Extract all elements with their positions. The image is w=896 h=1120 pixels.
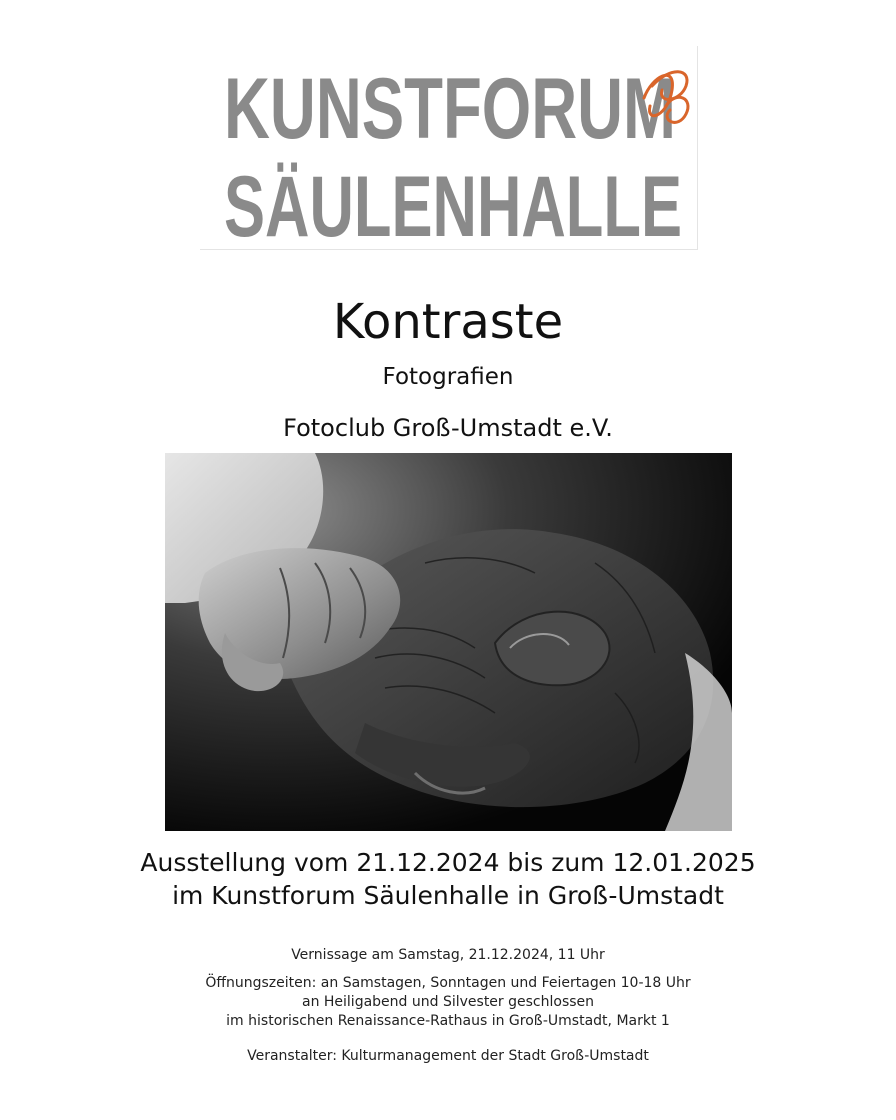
- page-title: Kontraste: [332, 294, 564, 350]
- exhibition-dates: [0, 846, 896, 912]
- logo-line-saeulenhalle: SÄULENHALLE: [224, 159, 682, 255]
- opening-hours: [0, 974, 896, 1031]
- exhibition-line-2: im Kunstforum Säulenhalle in Groß-Umstadt: [172, 881, 724, 910]
- opening-hours-line-1: Öffnungszeiten: an Samstagen, Sonntagen und Feiertagen 10-18 Uhr: [205, 975, 691, 991]
- hands-photo: [165, 453, 732, 831]
- opening-hours-line-2: an Heiligabend und Silvester geschlossen: [301, 994, 595, 1010]
- exhibition-line-1: Ausstellung vom 21.12.2024 bis zum 12.01.2025: [140, 848, 756, 877]
- logo-line-kunstforum: KUNSTFORUM: [224, 61, 676, 157]
- baby-hand-holding-elderly-hand-photo-icon: [165, 453, 732, 831]
- kunstforum-logo: [200, 46, 698, 255]
- club-name: Fotoclub Groß-Umstadt e.V.: [283, 414, 613, 442]
- vernissage-info: Vernissage am Samstag, 21.12.2024, 11 Uhr: [291, 947, 605, 963]
- subtitle: Fotografien: [382, 364, 514, 390]
- organizer-info: Veranstalter: Kulturmanagement der Stadt Groß-Umstadt: [247, 1048, 649, 1064]
- opening-hours-line-3: im historischen Renaissance-Rathaus in Groß-Umstadt, Markt 1: [226, 1013, 670, 1029]
